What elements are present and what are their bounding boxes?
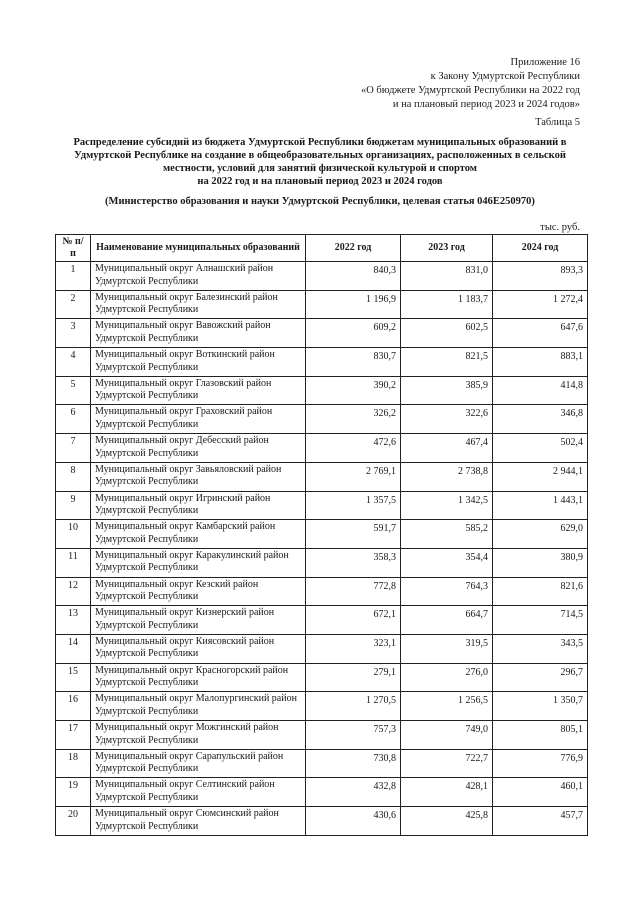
value-2023: 354,4 — [401, 548, 493, 577]
value-2023: 749,0 — [401, 721, 493, 750]
value-2024: 1 350,7 — [493, 692, 588, 721]
row-number: 19 — [56, 778, 91, 807]
municipality-name: Муниципальный округ Камбарский район Удмуртской Республики — [91, 520, 306, 549]
header-2024: 2024 год — [493, 235, 588, 262]
municipality-name: Муниципальный округ Кизнерский район Удмуртской Республики — [91, 606, 306, 635]
municipality-name: Муниципальный округ Киясовский район Удмуртской Республики — [91, 634, 306, 663]
table-row — [56, 376, 588, 405]
municipality-name: Муниципальный округ Каракулинский район Удмуртской Республики — [91, 548, 306, 577]
header-2023: 2023 год — [401, 235, 493, 262]
header-number: № п/п — [56, 235, 91, 262]
value-2024: 414,8 — [493, 376, 588, 405]
row-number: 9 — [56, 491, 91, 520]
row-number: 13 — [56, 606, 91, 635]
row-number: 18 — [56, 749, 91, 778]
value-2024: 1 272,4 — [493, 290, 588, 319]
value-2022: 2 769,1 — [306, 462, 401, 491]
value-2023: 1 342,5 — [401, 491, 493, 520]
municipality-name: Муниципальный округ Игринский район Удмуртской Республики — [91, 491, 306, 520]
document-subtitle: (Министерство образования и науки Удмуртской Республики, целевая статья 046E250970) — [105, 196, 535, 207]
row-number: 3 — [56, 319, 91, 348]
value-2022: 472,6 — [306, 434, 401, 463]
row-number: 12 — [56, 577, 91, 606]
header-line: и на плановый период 2023 и 2024 годов» — [392, 99, 580, 110]
municipality-name: Муниципальный округ Красногорский район Удмуртской Республики — [91, 663, 306, 692]
value-2022: 430,6 — [306, 807, 401, 836]
table-row — [56, 290, 588, 319]
municipality-name: Муниципальный округ Можгинский район Удмуртской Республики — [91, 721, 306, 750]
table-row — [56, 491, 588, 520]
table-row — [56, 807, 588, 836]
table-label: Таблица 5 — [535, 117, 580, 128]
appendix-header — [260, 56, 580, 112]
value-2022: 840,3 — [306, 262, 401, 291]
value-2024: 457,7 — [493, 807, 588, 836]
value-2022: 830,7 — [306, 348, 401, 377]
table-row — [56, 663, 588, 692]
header-2022: 2022 год — [306, 235, 401, 262]
value-2023: 664,7 — [401, 606, 493, 635]
value-2022: 323,1 — [306, 634, 401, 663]
value-2024: 380,9 — [493, 548, 588, 577]
municipality-name: Муниципальный округ Балезинский район Удмуртской Республики — [91, 290, 306, 319]
value-2022: 1 357,5 — [306, 491, 401, 520]
value-2024: 343,5 — [493, 634, 588, 663]
table-row — [56, 577, 588, 606]
table-row — [56, 262, 588, 291]
municipality-name: Муниципальный округ Глазовский район Удмуртской Республики — [91, 376, 306, 405]
table-body — [56, 262, 588, 836]
value-2023: 831,0 — [401, 262, 493, 291]
value-2024: 883,1 — [493, 348, 588, 377]
value-2023: 1 183,7 — [401, 290, 493, 319]
value-2022: 432,8 — [306, 778, 401, 807]
value-2024: 805,1 — [493, 721, 588, 750]
value-2024: 502,4 — [493, 434, 588, 463]
table-row — [56, 462, 588, 491]
title-line: на 2022 год и на плановый период 2023 и 2024 годов — [197, 176, 443, 187]
row-number: 2 — [56, 290, 91, 319]
value-2023: 276,0 — [401, 663, 493, 692]
header-line: «О бюджете Удмуртской Республики на 2022 год — [360, 85, 580, 96]
value-2024: 296,7 — [493, 663, 588, 692]
value-2023: 602,5 — [401, 319, 493, 348]
value-2024: 647,6 — [493, 319, 588, 348]
header-name: Наименование муниципальных образований — [91, 235, 306, 262]
header-line: Приложение 16 — [510, 57, 580, 68]
table-row — [56, 434, 588, 463]
table-row — [56, 749, 588, 778]
value-2023: 319,5 — [401, 634, 493, 663]
table-row — [56, 721, 588, 750]
value-2024: 460,1 — [493, 778, 588, 807]
value-2022: 279,1 — [306, 663, 401, 692]
municipality-name: Муниципальный округ Сарапульский район Удмуртской Республики — [91, 749, 306, 778]
value-2023: 467,4 — [401, 434, 493, 463]
value-2022: 1 270,5 — [306, 692, 401, 721]
value-2024: 2 944,1 — [493, 462, 588, 491]
value-2022: 591,7 — [306, 520, 401, 549]
value-2022: 390,2 — [306, 376, 401, 405]
value-2024: 1 443,1 — [493, 491, 588, 520]
value-2023: 821,5 — [401, 348, 493, 377]
row-number: 8 — [56, 462, 91, 491]
title-line: местности, условий для занятий физической культурой и спортом — [163, 163, 477, 174]
value-2023: 722,7 — [401, 749, 493, 778]
row-number: 7 — [56, 434, 91, 463]
municipality-name: Муниципальный округ Дебесский район Удмуртской Республики — [91, 434, 306, 463]
units-label: тыс. руб. — [540, 222, 580, 233]
value-2022: 1 196,9 — [306, 290, 401, 319]
value-2022: 609,2 — [306, 319, 401, 348]
value-2022: 757,3 — [306, 721, 401, 750]
municipality-name: Муниципальный округ Завьяловский район Удмуртской Республики — [91, 462, 306, 491]
row-number: 20 — [56, 807, 91, 836]
municipality-name: Муниципальный округ Вавожский район Удмуртской Республики — [91, 319, 306, 348]
table-row — [56, 348, 588, 377]
municipality-name: Муниципальный округ Селтинский район Удмуртской Республики — [91, 778, 306, 807]
value-2023: 764,3 — [401, 577, 493, 606]
value-2023: 425,8 — [401, 807, 493, 836]
row-number: 4 — [56, 348, 91, 377]
municipality-name: Муниципальный округ Воткинский район Удмуртской Республики — [91, 348, 306, 377]
table-row — [56, 692, 588, 721]
value-2022: 772,8 — [306, 577, 401, 606]
value-2022: 672,1 — [306, 606, 401, 635]
municipality-name: Муниципальный округ Кезский район Удмуртской Республики — [91, 577, 306, 606]
table-row — [56, 548, 588, 577]
row-number: 17 — [56, 721, 91, 750]
row-number: 1 — [56, 262, 91, 291]
value-2024: 893,3 — [493, 262, 588, 291]
value-2023: 585,2 — [401, 520, 493, 549]
table-row — [56, 520, 588, 549]
value-2022: 326,2 — [306, 405, 401, 434]
value-2024: 346,8 — [493, 405, 588, 434]
table-header-row — [56, 235, 588, 262]
row-number: 15 — [56, 663, 91, 692]
table-row — [56, 634, 588, 663]
value-2023: 1 256,5 — [401, 692, 493, 721]
table-row — [56, 405, 588, 434]
title-line: Удмуртской Республике на создание в общеобразовательных организациях, расположенных в сельской — [74, 150, 566, 161]
value-2024: 821,6 — [493, 577, 588, 606]
value-2023: 428,1 — [401, 778, 493, 807]
header-line: к Закону Удмуртской Республики — [430, 71, 580, 82]
municipality-name: Муниципальный округ Малопургинский район Удмуртской Республики — [91, 692, 306, 721]
row-number: 14 — [56, 634, 91, 663]
row-number: 10 — [56, 520, 91, 549]
row-number: 5 — [56, 376, 91, 405]
municipality-name: Муниципальный округ Алнашский район Удмуртской Республики — [91, 262, 306, 291]
table-row — [56, 319, 588, 348]
municipality-name: Муниципальный округ Граховский район Удмуртской Республики — [91, 405, 306, 434]
table-row — [56, 778, 588, 807]
value-2022: 730,8 — [306, 749, 401, 778]
value-2024: 714,5 — [493, 606, 588, 635]
document-title — [55, 136, 585, 188]
title-line: Распределение субсидий из бюджета Удмуртской Республики бюджетам муниципальных образований в — [73, 137, 567, 148]
row-number: 6 — [56, 405, 91, 434]
value-2024: 776,9 — [493, 749, 588, 778]
value-2022: 358,3 — [306, 548, 401, 577]
value-2024: 629,0 — [493, 520, 588, 549]
municipality-name: Муниципальный округ Сюмсинский район Удмуртской Республики — [91, 807, 306, 836]
value-2023: 385,9 — [401, 376, 493, 405]
value-2023: 2 738,8 — [401, 462, 493, 491]
subsidy-table — [55, 234, 588, 836]
table-row — [56, 606, 588, 635]
row-number: 11 — [56, 548, 91, 577]
row-number: 16 — [56, 692, 91, 721]
value-2023: 322,6 — [401, 405, 493, 434]
